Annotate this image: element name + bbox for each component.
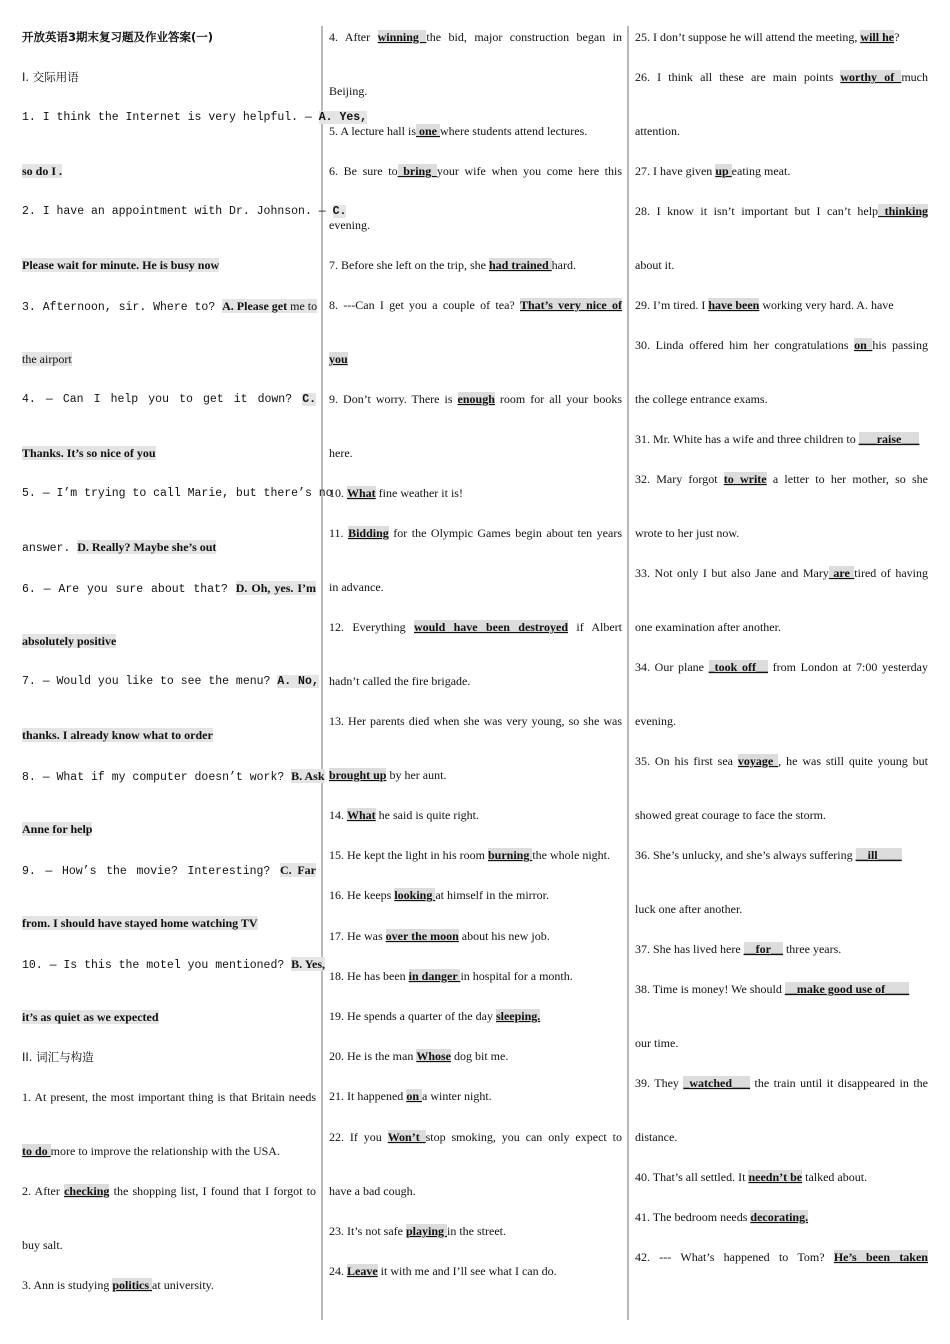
question-line: 3. Ann is studying politics at university.: [22, 1278, 214, 1292]
answer-line: it’s as quiet as we expected: [22, 1010, 159, 1024]
question-line: 25. I don’t suppose he will attend the meeting, will he?: [635, 30, 900, 44]
question-line: here.: [329, 446, 353, 460]
section-heading-1: I. 交际用语: [22, 70, 79, 84]
question-line: 27. I have given up eating meat.: [635, 164, 791, 178]
question-line: 8. ---Can I get you a couple of tea? That’s very nice of: [329, 298, 622, 312]
question-line: our time.: [635, 1036, 679, 1050]
question-line: 40. That’s all settled. It needn’t be talked about.: [635, 1170, 868, 1184]
question-line: 34. Our plane _took off__ from London at 7:00 yesterday: [635, 660, 928, 674]
question-line: 24. Leave it with me and I’ll see what I can do.: [329, 1264, 557, 1278]
question-line: distance.: [635, 1130, 678, 1144]
question-line: 30. Linda offered him her congratulations on his passing: [635, 338, 928, 352]
question-line: 1. I think the Internet is very helpful. — A. Yes,: [22, 111, 368, 124]
question-line: 21. It happened on a winter night.: [329, 1089, 492, 1103]
question-line: 1. At present, the most important thing is that Britain needs: [22, 1090, 316, 1104]
question-line: 26. I think all these are main points worthy of much: [635, 70, 928, 84]
question-line: 10. — Is this the motel you mentioned? B. Yes,: [22, 957, 326, 972]
question-line: 4. After winning the bid, major construction began in: [329, 30, 623, 44]
question-line: you: [329, 352, 348, 366]
answer-line: Thanks. It’s so nice of you: [22, 446, 156, 460]
question-line: showed great courage to face the storm.: [635, 808, 826, 822]
answer-line: Please wait for minute. He is busy now: [22, 258, 220, 272]
question-line: to do more to improve the relationship with the USA.: [22, 1144, 280, 1158]
question-line: the college entrance exams.: [635, 392, 768, 406]
question-line: 5. A lecture hall is one where students attend lectures.: [329, 124, 588, 138]
question-line: 6. — Are you sure about that? D. Oh, yes. I’m: [22, 581, 316, 596]
question-line: 4. — Can I help you to get it down? C.: [22, 393, 316, 406]
question-line: 9. Don’t worry. There is enough room for all your books: [329, 392, 622, 406]
question-line: 8. — What if my computer doesn’t work? B. Ask: [22, 769, 325, 784]
question-line: 15. He kept the light in his room burning the whole night.: [329, 848, 610, 862]
question-line: 11. Bidding for the Olympic Games begin about ten years: [329, 526, 622, 540]
question-line: one examination after another.: [635, 620, 781, 634]
question-line: 33. Not only I but also Jane and Mary are tired of having: [635, 566, 928, 580]
question-line: 29. I’m tired. I have been working very hard. A. have: [635, 298, 894, 312]
answer-line: Anne for help: [22, 822, 93, 836]
question-line: 14. What he said is quite right.: [329, 808, 479, 822]
answer-line: the airport: [22, 352, 72, 366]
question-line: 7. Before she left on the trip, she had trained hard.: [329, 258, 576, 272]
question-line: 28. I know it isn’t important but I can’t help thinking: [635, 204, 928, 218]
question-line: 19. He spends a quarter of the day sleeping.: [329, 1009, 541, 1023]
column-3: [635, 0, 928, 1344]
answer-line: thanks. I already know what to order: [22, 728, 213, 742]
question-line: about it.: [635, 258, 675, 272]
section-heading-2: II. 词汇与构造: [22, 1050, 94, 1064]
question-line: 2. I have an appointment with Dr. Johnson. — C.: [22, 205, 347, 218]
question-line: 5. — I’m trying to call Marie, but there’s no: [22, 487, 333, 500]
question-line: 41. The bedroom needs decorating.: [635, 1210, 809, 1224]
question-line: in advance.: [329, 580, 384, 594]
question-line: 9. — How’s the movie? Interesting? C. Far: [22, 863, 316, 878]
question-line: buy salt.: [22, 1238, 63, 1252]
question-line: hadn’t called the fire brigade.: [329, 674, 471, 688]
question-line: 42. --- What’s happened to Tom? He’s been taken: [635, 1250, 928, 1264]
answer-line: from. I should have stayed home watching TV: [22, 916, 258, 930]
question-line: brought up by her aunt.: [329, 768, 447, 782]
question-line: 6. Be sure to bring your wife when you come here this: [329, 164, 622, 178]
question-line: 22. If you Won’t stop smoking, you can only expect to: [329, 1130, 622, 1144]
column-divider-2: [627, 26, 629, 1320]
question-line: Beijing.: [329, 84, 368, 98]
question-line: have a bad cough.: [329, 1184, 416, 1198]
question-line: 39. They _watched___ the train until it disappeared in the: [635, 1076, 928, 1090]
question-line: 12. Everything would have been destroyed if Albert: [329, 620, 623, 634]
question-line: evening.: [329, 218, 370, 232]
question-line: 17. He was over the moon about his new job.: [329, 929, 550, 943]
question-line: 2. After checking the shopping list, I found that I forgot to: [22, 1184, 316, 1198]
question-line: 7. — Would you like to see the menu? A. No,: [22, 675, 319, 688]
question-line: 36. She’s unlucky, and she’s always suffering __ill____: [635, 848, 902, 862]
question-line: 18. He has been in danger in hospital for a month.: [329, 969, 573, 983]
question-line: 31. Mr. White has a wife and three children to ___raise___: [635, 432, 920, 446]
column-2: [329, 0, 622, 1344]
document-title: 开放英语3期末复习题及作业答案(一): [22, 30, 214, 44]
question-line: 23. It’s not safe playing in the street.: [329, 1224, 506, 1238]
question-line: 32. Mary forgot to write a letter to her mother, so she: [635, 472, 928, 486]
question-line: 10. What fine weather it is!: [329, 486, 463, 500]
question-line: 37. She has lived here __for__ three years.: [635, 942, 842, 956]
question-line: 13. Her parents died when she was very young, so she was: [329, 714, 622, 728]
question-line: luck one after another.: [635, 902, 743, 916]
question-line: 16. He keeps looking at himself in the mirror.: [329, 888, 549, 902]
question-line: 3. Afternoon, sir. Where to? A. Please get me to: [22, 299, 318, 314]
question-line: 20. He is the man Whose dog bit me.: [329, 1049, 509, 1063]
question-line: evening.: [635, 714, 676, 728]
question-line: 38. Time is money! We should __make good use of____: [635, 982, 910, 996]
answer-line: so do I .: [22, 164, 63, 178]
question-line: attention.: [635, 124, 680, 138]
question-line: wrote to her just now.: [635, 526, 740, 540]
question-line: 35. On his first sea voyage , he was still quite young but: [635, 754, 929, 768]
answer-line: absolutely positive: [22, 634, 117, 648]
column-divider-1: [321, 26, 323, 1320]
question-line: answer. D. Really? Maybe she’s out: [22, 540, 217, 555]
